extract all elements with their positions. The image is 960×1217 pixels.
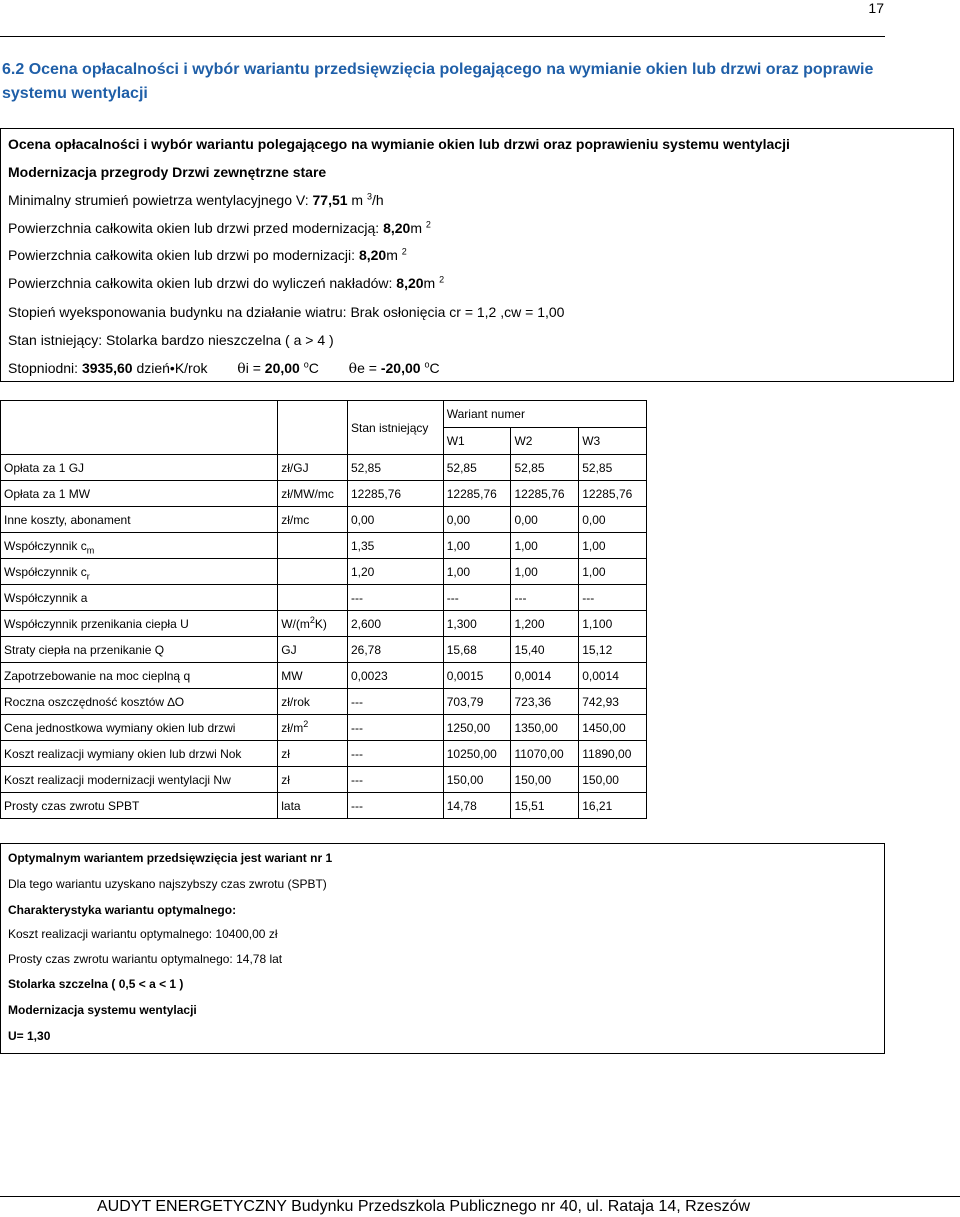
row-label [1,611,278,637]
cell-variant-w3: 52,85 [579,455,647,481]
row-label [1,741,278,767]
table-row [1,715,647,741]
cell-variant-w1: --- [443,585,511,611]
table-row [1,559,647,585]
row-unit-text: W/(m [281,616,310,631]
cell-variant-w3: 0,0014 [579,663,647,689]
degree-days-label: Stopniodni: [8,360,82,376]
row-label-subscript: m [86,544,95,555]
cell-variant-w2: 1350,00 [511,715,579,741]
airflow-unit-post: /h [372,192,384,208]
variants-table [0,400,647,819]
row-unit [278,663,348,689]
cell-variant-w3: 15,12 [579,637,647,663]
cell-variant-w1: 1250,00 [443,715,511,741]
row-unit [278,585,348,611]
area-before-unit-sup: 2 [425,219,431,230]
airflow-value: 77,51 [312,192,348,208]
cell-variant-w2: 1,00 [511,533,579,559]
row-label [1,507,278,533]
row-unit-superscript: 2 [309,614,315,625]
row-label-text: Współczynnik c [4,564,87,579]
info-area-before [8,219,431,237]
cell-variant-w1: 0,0015 [443,663,511,689]
cell-variant-w1: 150,00 [443,767,511,793]
table-row [1,507,647,533]
row-unit-superscript: 2 [303,718,309,729]
cell-existing: 12285,76 [348,481,444,507]
header-variant: Wariant numer [443,401,646,428]
summary-joinery: Stolarka szczelna ( 0,5 < a < 1 ) [8,977,184,991]
cell-variant-w3: 1450,00 [579,715,647,741]
info-title: Ocena opłacalności i wybór wariantu polegającego na wymianie okien lub drzwi oraz poprawieniu systemu wentylacji [8,136,790,152]
row-label [1,715,278,741]
cell-existing: --- [348,689,444,715]
row-label [1,637,278,663]
table-row [1,741,647,767]
row-label [1,767,278,793]
row-label-text: Inne koszty, abonament [4,512,131,527]
info-area-after [8,246,407,264]
theta-i-label: i = [245,360,265,376]
cell-existing: --- [348,715,444,741]
summary-box [0,843,885,1054]
cell-variant-w3: 1,100 [579,611,647,637]
info-modernization: Modernizacja przegrody Drzwi zewnętrzne stare [8,164,327,180]
row-unit-text: zł [281,746,290,761]
row-label [1,585,278,611]
row-unit-text: zł [281,772,290,787]
cell-existing: 1,20 [348,559,444,585]
header-rule [0,36,885,37]
theta-e-value: -20,00 [380,360,421,376]
table-header-row [1,401,647,428]
cell-variant-w3: 0,00 [579,507,647,533]
theta-i-symbol: θ [237,361,246,377]
area-before-value: 8,20 [383,220,411,236]
row-unit [278,455,348,481]
cell-existing: 1,35 [348,533,444,559]
row-label-text: Współczynnik a [4,590,88,605]
footer-rule [0,1196,960,1197]
info-area-cost [8,274,444,292]
cell-variant-w1: 14,78 [443,793,511,819]
cell-variant-w1: 1,00 [443,559,511,585]
row-unit-text: zł/mc [281,512,310,527]
table-row [1,663,647,689]
row-unit [278,715,348,741]
row-unit [278,793,348,819]
theta-e-label: e = [357,360,381,376]
area-cost-value: 8,20 [396,275,424,291]
theta-e-unit: C [429,360,440,376]
row-label [1,559,278,585]
summary-payback: Prosty czas zwrotu wariantu optymalnego: 14,78 lat [8,952,283,966]
cell-existing: 26,78 [348,637,444,663]
footer-text: AUDYT ENERGETYCZNY Budynku Przedszkola Publicznego nr 40, ul. Rataja 14, Rzeszów [97,1198,751,1215]
cell-existing: --- [348,585,444,611]
info-airflow [8,191,384,209]
row-unit-text: zł/MW/mc [281,486,334,501]
summary-optimal: Optymalnym wariantem przedsięwzięcia jest wariant nr 1 [8,851,333,865]
row-label [1,663,278,689]
cell-existing: --- [348,741,444,767]
row-label-text: Cena jednostkowa wymiany okien lub drzwi [4,720,236,735]
header-existing: Stan istniejący [348,401,444,455]
cell-variant-w2: 15,40 [511,637,579,663]
cell-variant-w2: 12285,76 [511,481,579,507]
table-row [1,689,647,715]
info-state: Stan istniejący: Stolarka bardzo nieszczelna ( a > 4 ) [8,332,334,348]
cell-variant-w2: 1,200 [511,611,579,637]
theta-i-unit: C [308,360,319,376]
degree-days-unit: dzień•K/rok [132,360,208,376]
theta-e-symbol: θ [348,361,358,377]
row-unit-text: zł/GJ [281,460,309,475]
cell-existing: 0,0023 [348,663,444,689]
table-row [1,585,647,611]
cell-existing: 52,85 [348,455,444,481]
row-unit [278,481,348,507]
row-label-text: Opłata za 1 GJ [4,460,85,475]
header-variant-w2: W2 [511,428,579,455]
summary-reason: Dla tego wariantu uzyskano najszybszy czas zwrotu (SPBT) [8,877,327,891]
cell-variant-w2: 52,85 [511,455,579,481]
airflow-unit: m [347,192,367,208]
area-after-unit: m [386,247,398,263]
row-label-text: Współczynnik c [4,538,87,553]
airflow-unit-sup: 3 [367,191,373,202]
cell-variant-w3: 1,00 [579,533,647,559]
row-label-text: Współczynnik przenikania ciepła U [4,616,189,631]
cell-variant-w2: 150,00 [511,767,579,793]
area-cost-unit: m [423,275,436,291]
cell-variant-w1: 52,85 [443,455,511,481]
area-after-unit-sup: 2 [401,246,407,257]
cell-existing: --- [348,767,444,793]
row-label-text: Prosty czas zwrotu SPBT [4,798,140,813]
area-before-label: Powierzchnia całkowita okien lub drzwi przed modernizacją: [8,220,384,236]
cell-variant-w3: 1,00 [579,559,647,585]
row-unit [278,559,348,585]
area-before-unit: m [410,220,422,236]
theta-e-unit-sup: o [424,359,430,370]
row-label-text: Zapotrzebowanie na moc cieplną q [4,668,191,683]
cell-variant-w2: 15,51 [511,793,579,819]
row-unit-text: zł/rok [281,694,310,709]
cell-variant-w1: 1,00 [443,533,511,559]
cell-variant-w1: 12285,76 [443,481,511,507]
cell-variant-w1: 15,68 [443,637,511,663]
cell-variant-w2: 1,00 [511,559,579,585]
delta-symbol: ∆O [167,694,185,709]
row-unit-text: GJ [281,642,297,657]
cell-variant-w1: 1,300 [443,611,511,637]
row-label-subscript: r [86,570,90,581]
row-label [1,533,278,559]
input-parameters-box [0,128,954,382]
table-row [1,637,647,663]
cell-variant-w1: 10250,00 [443,741,511,767]
row-unit [278,637,348,663]
row-label [1,689,278,715]
row-label [1,455,278,481]
cell-variant-w3: 11890,00 [579,741,647,767]
cell-variant-w2: 0,0014 [511,663,579,689]
cell-variant-w2: --- [511,585,579,611]
area-cost-label: Powierzchnia całkowita okien lub drzwi do wyliczeń nakładów: [8,275,397,291]
cell-variant-w1: 703,79 [443,689,511,715]
cell-variant-w3: 12285,76 [579,481,647,507]
cell-existing: 0,00 [348,507,444,533]
row-unit [278,611,348,637]
cell-variant-w2: 0,00 [511,507,579,533]
page-number: 17 [868,0,884,16]
info-wind: Stopień wyeksponowania budynku na działanie wiatru: Brak osłonięcia cr = 1,2 ,cw = 1,00 [8,304,565,320]
cell-variant-w3: --- [579,585,647,611]
row-unit [278,533,348,559]
row-label-text: Straty ciepła na przenikanie Q [4,642,165,657]
cell-variant-w3: 16,21 [579,793,647,819]
section-title: 6.2 Ocena opłacalności i wybór wariantu przedsięwzięcia polegającego na wymianie okien lub drzwi oraz poprawie systemu wentylacji [2,61,874,102]
row-unit-text: MW [281,668,303,683]
row-label [1,793,278,819]
cell-existing: 2,600 [348,611,444,637]
table-row [1,767,647,793]
info-degree-days [8,359,440,378]
row-unit [278,689,348,715]
table-row [1,533,647,559]
row-label-text: Koszt realizacji wymiany okien lub drzwi Nok [4,746,242,761]
table-row [1,793,647,819]
header-empty-label [1,401,278,455]
summary-characteristics: Charakterystyka wariantu optymalnego: [8,903,237,917]
area-after-value: 8,20 [358,247,387,263]
cell-variant-w1: 0,00 [443,507,511,533]
summary-ventilation: Modernizacja systemu wentylacji [8,1003,197,1017]
theta-i-value: 20,00 [264,360,300,376]
table-row [1,455,647,481]
header-empty-unit [278,401,348,455]
area-cost-unit-sup: 2 [439,274,445,285]
summary-u-value: U= 1,30 [8,1029,51,1043]
row-label [1,481,278,507]
header-variant-w3: W3 [579,428,647,455]
cell-variant-w3: 742,93 [579,689,647,715]
row-unit-text: lata [281,798,301,813]
theta-i-unit-sup: o [303,359,309,370]
row-unit-text: zł/m [281,720,304,735]
header-variant-w1: W1 [443,428,511,455]
cell-variant-w3: 150,00 [579,767,647,793]
cell-variant-w2: 723,36 [511,689,579,715]
degree-days-value: 3935,60 [81,360,133,376]
row-label-text: Koszt realizacji modernizacji wentylacji Nw [4,772,231,787]
row-unit-suffix: K) [314,616,327,631]
row-unit [278,741,348,767]
row-label-text: Roczna oszczędność kosztów [4,694,168,709]
area-after-label: Powierzchnia całkowita okien lub drzwi po modernizacji: [8,247,359,263]
summary-cost: Koszt realizacji wariantu optymalnego: 10400,00 zł [8,927,278,941]
airflow-label: Minimalny strumień powietrza wentylacyjnego V: [8,192,313,208]
row-unit [278,507,348,533]
cell-variant-w2: 11070,00 [511,741,579,767]
cell-existing: --- [348,793,444,819]
table-row [1,611,647,637]
row-unit [278,767,348,793]
row-label-text: Opłata za 1 MW [4,486,91,501]
table-row [1,481,647,507]
